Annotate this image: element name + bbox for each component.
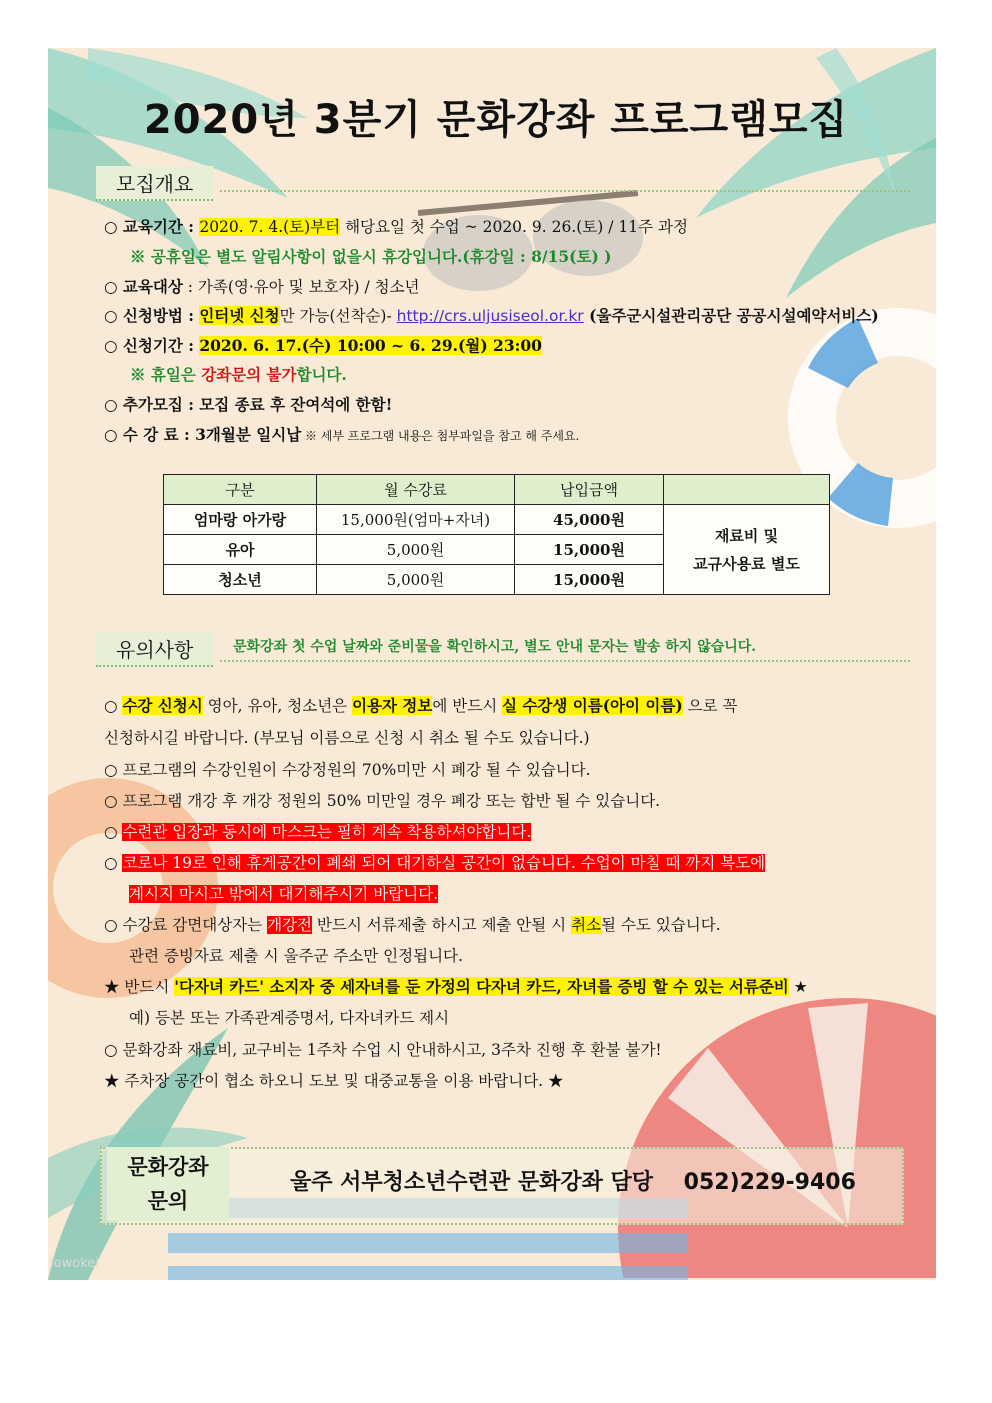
contact-label-line1: 문화강좌 [127, 1155, 209, 1179]
closed-note-b: 강좌문의 불가 [201, 365, 297, 384]
notice-subtitle: 문화강좌 첫 수업 날짜와 준비물을 확인하시고, 별도 안내 문자는 발송 하지 않습니다. [233, 639, 757, 655]
apply-method-line [104, 305, 879, 327]
notice-line-6 [104, 852, 765, 874]
notice-line-8 [104, 914, 721, 936]
notice-line-5 [104, 821, 531, 843]
notice-text: 에 반드시 [432, 697, 503, 715]
notice-line-1 [104, 695, 737, 717]
closed-note-a: ※ 휴일은 [130, 365, 202, 384]
notice-line-13: ★ 주차장 공간이 협소 하오니 도보 및 대중교통을 이용 바랍니다. ★ [104, 1072, 564, 1090]
closed-note-c: 합니다. [296, 365, 347, 384]
row-monthly: 5,000원 [317, 535, 515, 565]
row-category: 엄마랑 아가랑 [164, 505, 317, 535]
education-period-start: 2020. 7. 4.(토)부터 [199, 218, 341, 236]
row-monthly: 5,000원 [317, 565, 515, 595]
notice-text: 으로 꼭 [682, 697, 738, 715]
before-open-highlight: 개강전 [267, 916, 312, 934]
notice-line-11: 예) 등본 또는 가족관계증명서, 다자녀카드 제시 [129, 1009, 450, 1027]
apply-method-rest: 만 가능(선착순)- [279, 307, 397, 325]
notice-text: 영아, 유아, 청소년은 [202, 697, 353, 715]
fee-table [163, 474, 830, 595]
education-period-label: ○ 교육기간 : [104, 217, 200, 236]
section-divider [220, 190, 910, 192]
bullet: ○ [104, 823, 123, 841]
material-note-line2: 교규사용료 별도 [693, 554, 800, 573]
material-note-line1: 재료비 및 [714, 526, 779, 545]
reservation-link[interactable]: http://crs.uljusiseol.or.kr [396, 307, 584, 325]
material-fee-note [664, 505, 830, 595]
notice-text: 될 수도 있습니다. [601, 916, 721, 934]
row-monthly: 15,000원(엄마+자녀) [317, 505, 515, 535]
notice-text: ★ 반드시 [104, 978, 175, 996]
apply-period-line [104, 335, 542, 357]
notice-line-2: 신청하시길 바랍니다. (부모님 이름으로 신청 시 취소 될 수도 있습니다.) [104, 729, 590, 747]
apply-method-label: ○ 신청방법 : [104, 306, 200, 325]
palm-leaf-top-left-icon [48, 48, 308, 278]
notice-name-highlight: 실 수강생 이름(아이 이름) [502, 696, 683, 715]
fee-note: ※ 세부 프로그램 내용은 첨부파일을 참고 해 주세요. [301, 429, 580, 443]
page-title: 2020년 3분기 문화강좌 프로그램모집 [143, 97, 849, 143]
apply-period-label: ○ 신청기간 : [104, 336, 200, 355]
extra-recruit-line: ○ 추가모집 : 모집 종료 후 잔여석에 한함! [104, 395, 393, 414]
header-monthly: 월 수강료 [317, 475, 515, 505]
notice-line-9: 관련 증빙자료 제출 시 울주군 주소만 인정됩니다. [129, 947, 463, 965]
education-period-rest: 해당요일 첫 수업 ~ 2020. 9. 26.(토) / 11주 과정 [340, 218, 688, 236]
palm-leaf-top-right-icon [636, 48, 936, 308]
closed-day-note [130, 364, 347, 386]
covid-notice-highlight: 코로나 19로 인해 휴게공간이 폐쇄 되어 대기하실 공간이 없습니다. 수업이 마칠 때 까지 복도에 [122, 854, 766, 872]
notice-line-7 [129, 883, 438, 905]
apply-period-value: 2020. 6. 17.(수) 10:00 ~ 6. 29.(월) 23:00 [199, 336, 542, 355]
fee-label: ○ 수 강 료 : 3개월분 일시납 [104, 425, 302, 444]
notice-line-4: ○ 프로그램 개강 후 개강 정원의 50% 미만일 경우 폐강 또는 합반 될 수 있습니다. [104, 792, 661, 810]
notice-text: ○ 수강료 감면대상자는 [104, 916, 268, 934]
header-total: 납입금액 [515, 475, 664, 505]
bullet: ○ [104, 854, 123, 872]
row-total: 15,000원 [515, 565, 664, 595]
education-target-line [104, 276, 420, 298]
table-row [164, 505, 830, 535]
notice-text: 반드시 서류제출 하시고 제출 안될 시 [312, 916, 572, 934]
notice-line-3: ○ 프로그램의 수강인원이 수강정원의 70%미만 시 폐강 될 수 있습니다. [104, 761, 591, 779]
section-label-overview: 모집개요 [96, 166, 213, 201]
contact-label-line2: 문의 [147, 1189, 189, 1213]
contact-info: 울주 서부청소년수련관 문화강좌 담당 052)229-9406 [290, 1170, 856, 1195]
education-target-label: ○ 교육대상 [104, 277, 183, 296]
notice-apply-highlight: 수강 신청시 [122, 696, 203, 715]
watermark: iowokei [50, 1256, 99, 1271]
covid-notice-highlight-cont: 계시지 마시고 밖에서 대기해주시기 바랍니다. [129, 885, 439, 903]
education-target-value: : 가족(영·유아 및 보호자) / 청소년 [182, 278, 420, 296]
header-category: 구분 [164, 475, 317, 505]
section-label-notice: 유의사항 [96, 632, 213, 667]
notice-user-info-highlight: 이용자 정보 [352, 696, 433, 715]
star-icon: ★ [788, 978, 808, 996]
apply-method-org: (울주군시설관리공단 공공시설예약서비스) [583, 306, 879, 325]
header-blank [664, 475, 830, 505]
cancel-highlight: 취소 [571, 916, 602, 934]
mask-notice-highlight: 수련관 입장과 동시에 마스크는 필히 계속 착용하셔야합니다. [122, 823, 532, 841]
apply-method-online: 인터넷 신청 [199, 306, 280, 325]
fee-table-header [164, 475, 830, 505]
section-divider [220, 660, 910, 662]
row-category: 유아 [164, 535, 317, 565]
bullet: ○ [104, 697, 123, 715]
fee-line [104, 424, 579, 447]
education-period-line [104, 216, 688, 238]
contact-label [107, 1147, 229, 1221]
row-total: 45,000원 [515, 505, 664, 535]
holiday-note: ※ 공휴일은 별도 알림사항이 없을시 휴강입니다.(휴강일 : 8/15(토) ) [130, 247, 612, 266]
multi-child-card-highlight: '다자녀 카드' 소지자 중 세자녀를 둔 가정의 다자녀 카드, 자녀를 증빙 할 수 있는 서류준비 [174, 977, 789, 996]
row-category: 청소년 [164, 565, 317, 595]
notice-line-10 [104, 976, 808, 998]
row-total: 15,000원 [515, 535, 664, 565]
notice-line-12: ○ 문화강좌 재료비, 교구비는 1주차 수업 시 안내하시고, 3주차 진행 후 환불 불가! [104, 1041, 662, 1059]
